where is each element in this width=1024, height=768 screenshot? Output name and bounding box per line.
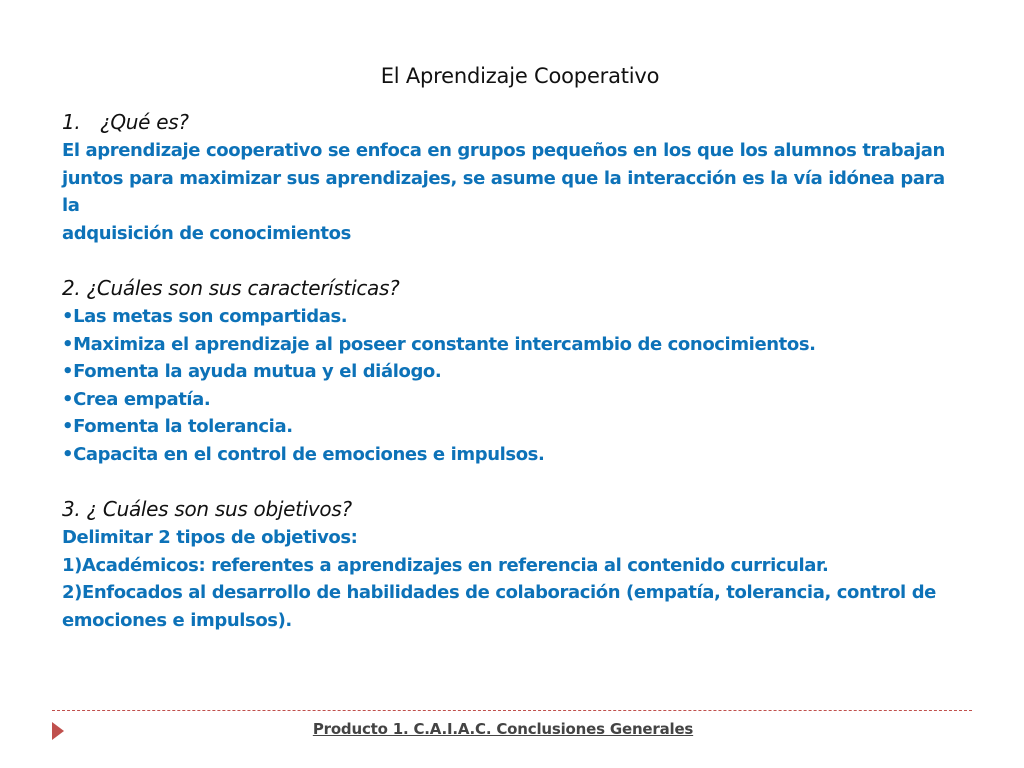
section-1-heading-text: ¿Qué es? [100, 110, 189, 134]
section-3-line-3: 2)Enfocados al desarrollo de habilidades de colaboración (empatía, tolerancia, control de [62, 582, 936, 603]
footer-divider [52, 710, 972, 711]
section-3-line-1: Delimitar 2 tipos de objetivos: [62, 527, 358, 548]
list-item: •Maximiza el aprendizaje al poseer constante intercambio de conocimientos. [62, 333, 816, 355]
section-1-line-1: El aprendizaje cooperativo se enfoca en grupos pequeños en los que los alumnos trabajan [62, 140, 945, 161]
section-3-line-2: 1)Académicos: referentes a aprendizajes en referencia al contenido curricular. [62, 554, 829, 576]
slide-content [62, 108, 962, 634]
list-item: •Fomenta la ayuda mutua y el diálogo. [62, 361, 442, 382]
slide-title: El Aprendizaje Cooperativo [380, 64, 660, 88]
list-item: •Fomenta la tolerancia. [62, 416, 293, 437]
list-item: •Las metas son compartidas. [62, 306, 348, 327]
section-1-number: 1. [62, 110, 81, 134]
section-2-heading: 2. ¿Cuáles son sus características? [62, 276, 400, 300]
footer-link[interactable]: Producto 1. C.A.I.A.C. Conclusiones Generales [312, 720, 694, 738]
spacer [62, 468, 962, 495]
list-item: •Capacita en el control de emociones e impulsos. [62, 443, 545, 465]
section-3-heading: 3. ¿ Cuáles son sus objetivos? [62, 497, 352, 521]
characteristics-list [62, 303, 962, 468]
section-1-heading [62, 108, 962, 137]
section-1-line-3: adquisición de conocimientos [62, 222, 351, 244]
spacer [62, 247, 962, 274]
section-3-line-4: emociones e impulsos). [62, 609, 292, 631]
list-item: •Crea empatía. [62, 388, 211, 410]
section-1-line-2: juntos para maximizar sus aprendizajes, se asume que la interacción es la vía idónea para la [62, 167, 945, 216]
